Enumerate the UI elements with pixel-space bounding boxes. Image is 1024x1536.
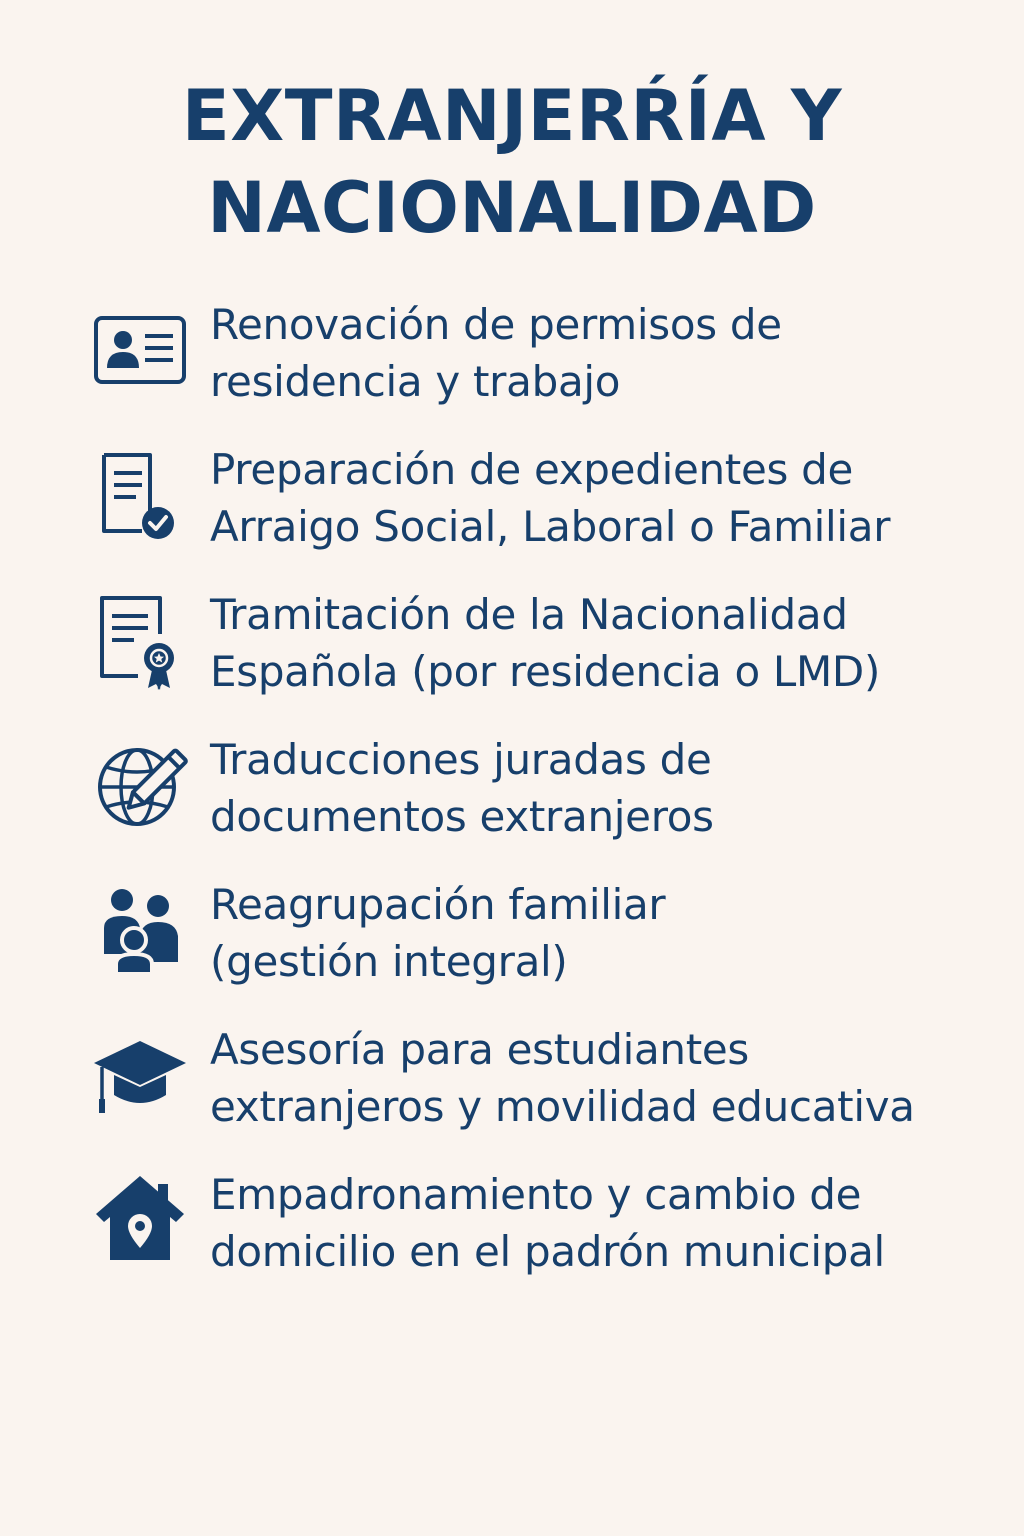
service-text — [210, 731, 1000, 845]
service-text-line-1: Renovación de permisos de — [210, 300, 782, 349]
page-title — [0, 70, 1024, 254]
graduation-cap-icon — [90, 1027, 190, 1127]
service-item-empadronamiento — [90, 1166, 990, 1296]
page-title-line-1: EXTRANJERŔÍA Y — [181, 75, 843, 157]
service-text — [210, 296, 1000, 410]
service-item-arraigo — [90, 441, 990, 571]
service-text-line-2: (gestión integral) — [210, 937, 568, 986]
service-text-line-1: Reagrupación familiar — [210, 880, 666, 929]
house-location-icon — [90, 1172, 190, 1272]
service-item-traducciones — [90, 731, 990, 861]
service-text-line-1: Preparación de expedientes de — [210, 445, 854, 494]
service-text-line-2: residencia y trabajo — [210, 357, 621, 406]
service-text-line-1: Empadronamiento y cambio de — [210, 1170, 862, 1219]
service-text-line-2: Española (por residencia o LMD) — [210, 647, 881, 696]
service-text-line-2: extranjeros y movilidad educativa — [210, 1082, 915, 1131]
certificate-icon — [90, 592, 190, 692]
service-text-line-2: Arraigo Social, Laboral o Familiar — [210, 502, 891, 551]
service-text — [210, 1166, 1000, 1280]
service-text — [210, 586, 1000, 700]
service-text-line-1: Tramitación de la Nacionalidad — [210, 590, 848, 639]
service-text-line-1: Traducciones juradas de — [210, 735, 712, 784]
service-item-nacionalidad — [90, 586, 990, 716]
service-text-line-2: domicilio en el padrón municipal — [210, 1227, 885, 1276]
service-item-estudiantes — [90, 1021, 990, 1151]
page-title-line-2: NACIONALIDAD — [207, 167, 817, 249]
service-text — [210, 1021, 1000, 1135]
service-text-line-1: Asesoría para estudiantes — [210, 1025, 749, 1074]
document-check-icon — [90, 447, 190, 547]
globe-pencil-icon — [90, 737, 190, 837]
service-item-reagrupacion — [90, 876, 990, 1006]
family-icon — [90, 882, 190, 982]
service-text — [210, 876, 1000, 990]
id-card-icon — [90, 302, 190, 402]
service-item-renovacion — [90, 296, 990, 426]
service-text-line-2: documentos extranjeros — [210, 792, 714, 841]
service-text — [210, 441, 1000, 555]
